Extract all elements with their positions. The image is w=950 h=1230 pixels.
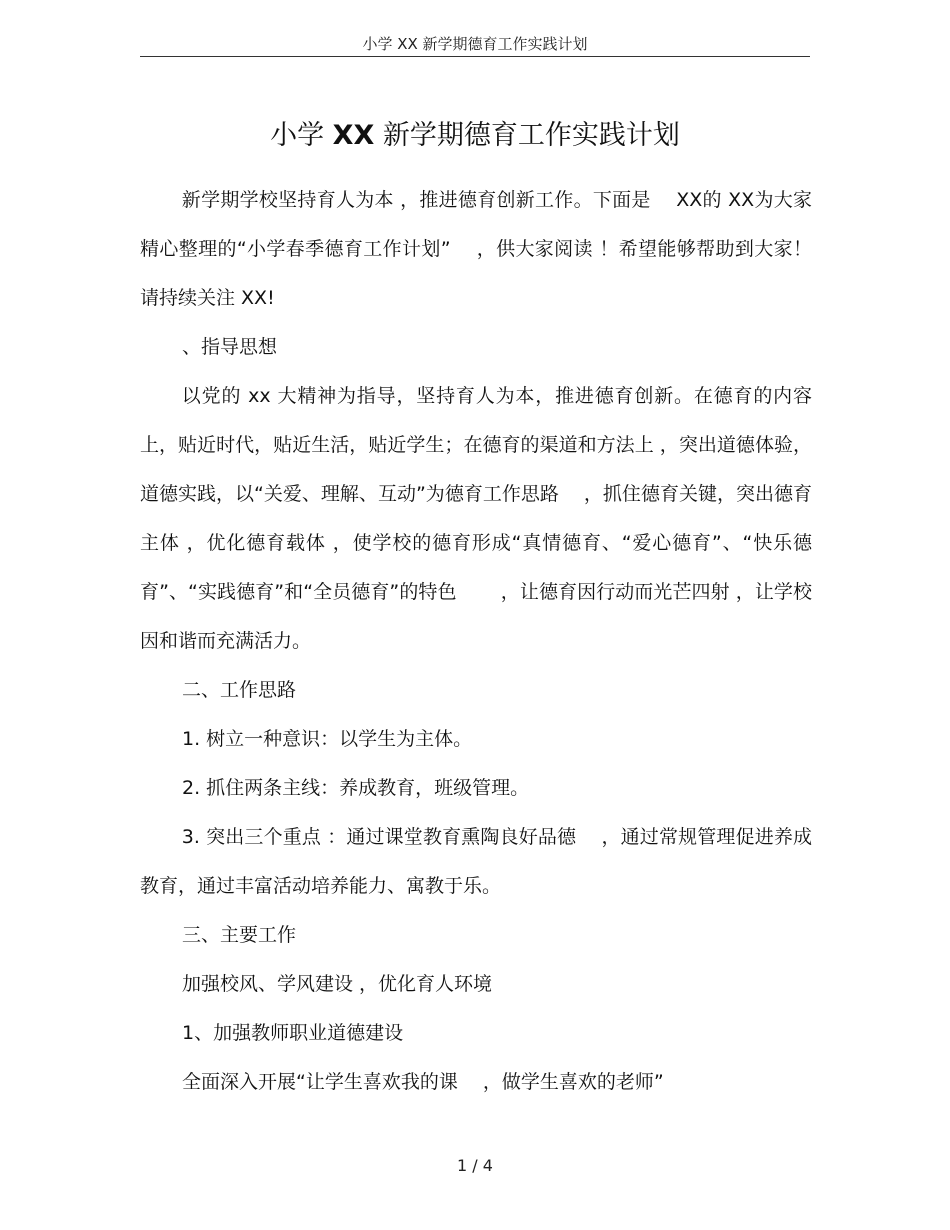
title-suffix: 新学期德育工作实践计划	[374, 120, 680, 151]
list-item: 3. 突出三个重点 ：通过课堂教育熏陶良好品德 ，通过常规管理促进养成教育，通过丰富活动培养能力、寓教于乐。	[140, 826, 812, 897]
title-bold-placeholder: XX	[332, 120, 375, 151]
list-item: 2. 抓住两条主线：养成教育，班级管理。	[182, 777, 530, 799]
list-item: 1. 树立一种意识：以学生为主体。	[182, 728, 473, 750]
section-heading-main-work: 三、主要工作	[182, 924, 297, 946]
header-divider	[140, 56, 810, 57]
sub-list-item: 1、加强教师职业道德建设	[182, 1022, 404, 1044]
running-header: 小学 XX 新学期德育工作实践计划	[362, 35, 588, 53]
section-heading-guiding-ideology: 、指导思想	[182, 336, 278, 358]
intro-paragraph: 新学期学校坚持育人为本 ，推进德育创新工作。下面是 XX的 XX为大家精心整理的“小学春季德育工作计划” ，供大家阅读 ！希望能够帮助到大家！请持续关注 XX!	[140, 189, 812, 309]
guiding-ideology-paragraph: 以党的 xx 大精神为指导，坚持育人为本，推进德育创新。在德育的内容上，贴近时代，贴近生活，贴近学生；在德育的渠道和方法上 ，突出道德体验，道德实践，以“关爱、理解、互动”为德育工作思路 ，抓住德育关键，突出德育主体 ，优化德育载体 ，使学校的德育形成“真情德育、“爱心德育”、“快乐德育”、“实践德育”和“全员德育”的特色 ，让德育因行动而光芒四射 ，让学校因和谐而充满活力。	[140, 385, 812, 652]
body-line: 全面深入开展“让学生喜欢我的课 ，做学生喜欢的老师”	[182, 1071, 664, 1093]
document-title	[140, 116, 810, 156]
page-number: 1 / 4	[457, 1156, 493, 1175]
title-prefix: 小学	[270, 120, 333, 151]
section-heading-work-approach: 二、工作思路	[182, 679, 297, 701]
document-body	[140, 176, 812, 1107]
subsection-heading: 加强校风、学风建设 ，优化育人环境	[182, 973, 493, 995]
